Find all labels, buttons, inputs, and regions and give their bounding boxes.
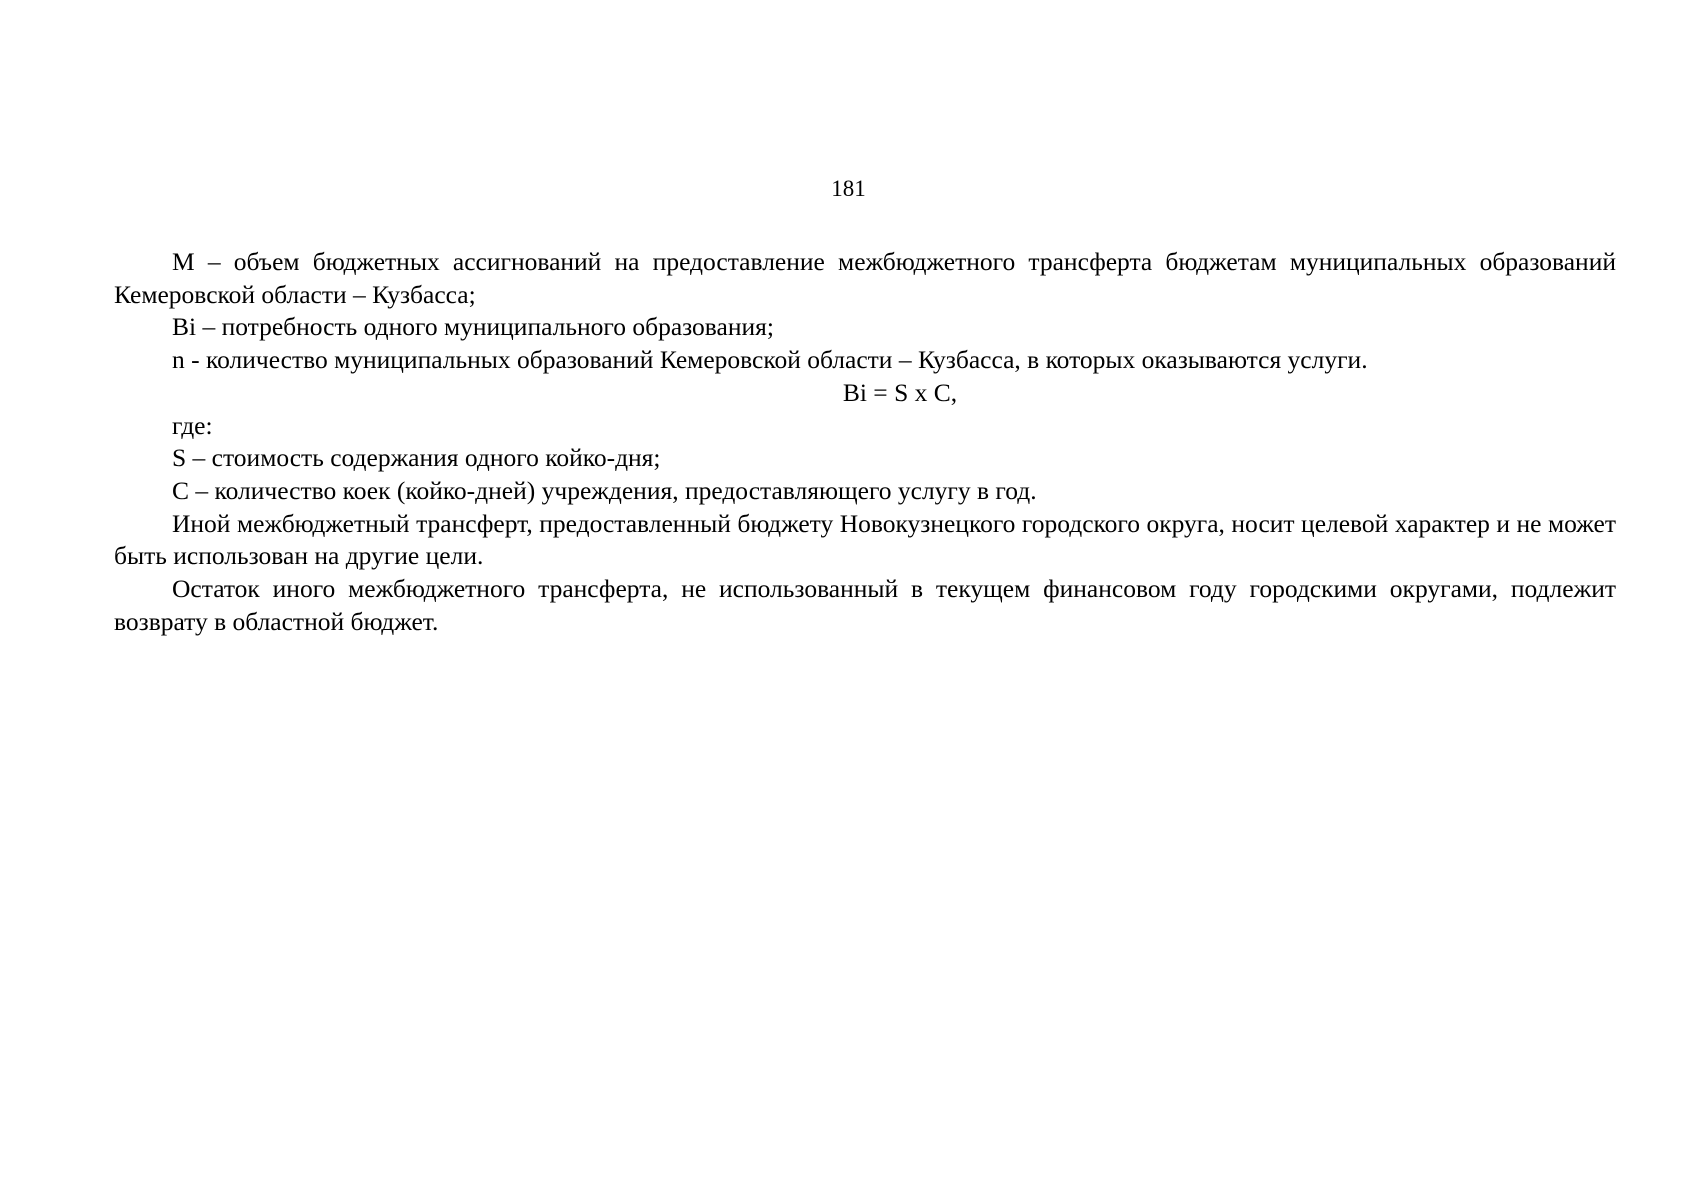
formula: Bi = S х C, (842, 377, 958, 407)
paragraph-s-definition: S – стоимость содержания одного койко-дня; (172, 443, 661, 473)
paragraph-c-definition: С – количество коек (койко-дней) учреждения, предоставляющего услугу в год. (172, 475, 1037, 505)
page-number: 181 (831, 176, 866, 201)
paragraph-n-definition: n - количество муниципальных образований Кемеровской области – Кузбасса, в которых оказываются услуги. (172, 345, 1368, 375)
paragraph-remainder: Остаток иного межбюджетного трансферта, не использованный в текущем финансовом году городскими округами, подлежит возврату в областной бюджет. (114, 574, 1616, 636)
paragraph-m-definition: М – объем бюджетных ассигнований на предоставление межбюджетного трансферта бюджетам муниципальных образований Кемеровской области – Кузбасса; (114, 247, 1616, 309)
paragraph-other-transfer: Иной межбюджетный трансферт, предоставленный бюджету Новокузнецкого городского округа, носит целевой характер и не может быть использован на другие цели. (114, 508, 1616, 571)
paragraph-bi-definition: Bi – потребность одного муниципального образования; (172, 312, 774, 342)
document-body (114, 246, 1616, 638)
paragraph-where: где: (172, 410, 213, 440)
